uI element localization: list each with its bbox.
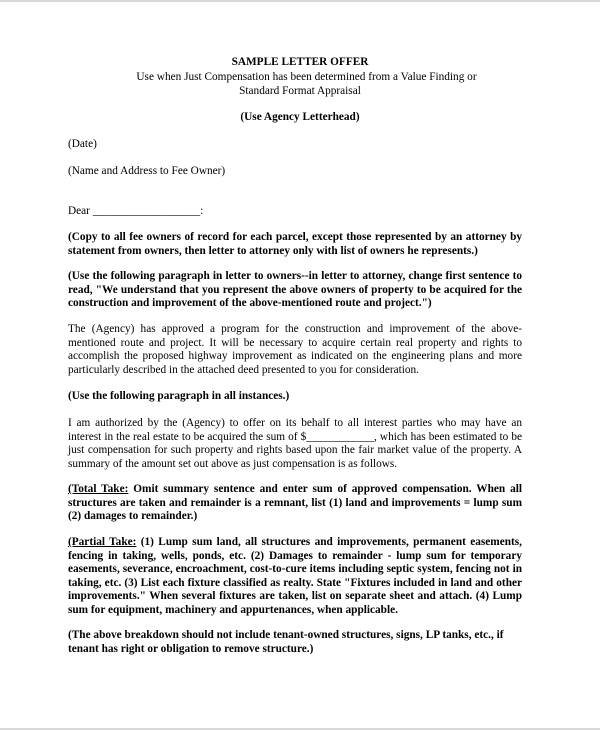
owners-instruction: (Use the following paragraph in letter to owners--in letter to attorney, change first sentence to read, "We understand that you represent the above owners of property to be acquired for the construction and improvement of the above-mentioned route and project.") (68, 270, 522, 310)
addressee-placeholder: (Name and Address to Fee Owner) (68, 165, 226, 177)
partial-take-text: (1) Lump sum land, all structures and improvements, permanent easements, fencing in taking, wells, ponds, etc. (2) Damages to remainder - lump sum for temporary easements, severance, encroachment, cost-to-cure items including septic system, fencing not in taking, etc. (3) List each fixture classified as realty. State "Fixtures included in land and other improvements." When several fixtures are taken, list on separate sheet and attach. (4) Lump sum for equipment, machinery and appurtenances, when applicable. (68, 536, 522, 616)
subtitle-line-2: Standard Format Appraisal (239, 84, 361, 97)
partial-take-label: (Partial Take: (68, 536, 137, 548)
partial-take-paragraph (68, 536, 522, 618)
total-take-text: Omit summary sentence and enter sum of approved compensation. When all structures are taken and remainder is a remnant, list (1) land and improvements = lump sum (2) damages to remainder.) (68, 483, 522, 523)
page-top-edge (0, 0, 600, 2)
subtitle-line-1: Use when Just Compensation has been determined from a Value Finding or (136, 71, 477, 83)
agency-paragraph: The (Agency) has approved a program for the construction and improvement of the above-mentioned route and project. It will be necessary to acquire certain real property and rights to accomplish the proposed highway improvement as indicated on the engineering plans and more particularly described in the attached deed presented to you for consideration. (68, 323, 522, 376)
document-title: SAMPLE LETTER OFFER (231, 56, 369, 68)
total-take-paragraph (68, 483, 522, 524)
copy-instruction: (Copy to all fee owners of record for each parcel, except those represented by an attorney by statement from owners, then letter to attorney only with list of owners he represents.) (68, 231, 522, 257)
document-subtitle (0, 71, 600, 98)
salutation: Dear ___________________: (68, 205, 204, 217)
breakdown-note: (The above breakdown should not include tenant-owned structures, signs, LP tanks, etc., if tenant has right or obligation to remove structure.) (68, 629, 504, 655)
letterhead-note: (Use Agency Letterhead) (240, 111, 360, 123)
date-placeholder: (Date) (68, 138, 97, 150)
all-instances-instruction: (Use the following paragraph in all instances.) (68, 390, 290, 402)
total-take-label: (Total Take: (68, 483, 129, 495)
authorized-paragraph: I am authorized by the (Agency) to offer on its behalf to all interest parties who may have an interest in the real estate to be acquired the sum of $____________, which has been estimated to be just compensation for such property and rights based upon the fair market value of the property. A summary of the amount set out above as just compensation is as follows. (68, 417, 522, 470)
